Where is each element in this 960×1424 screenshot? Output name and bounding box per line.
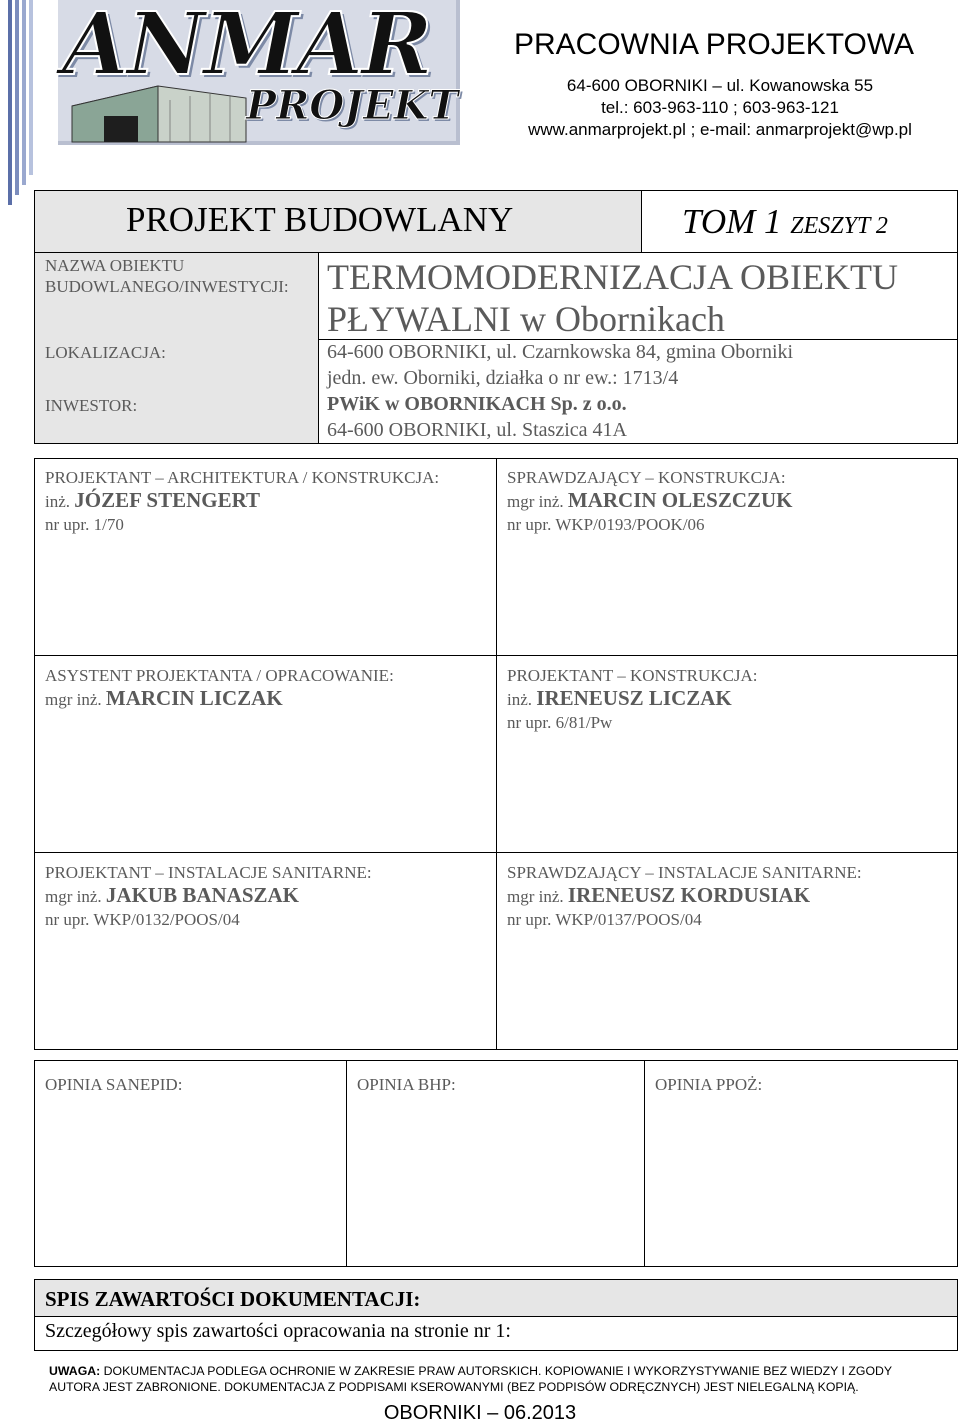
person-name: MARCIN OLESZCZUK	[567, 488, 793, 512]
divider	[35, 252, 957, 253]
location-line1: 64-600 OBORNIKI, ul. Czarnkowska 84, gmina Oborniki	[327, 341, 794, 363]
divider	[318, 252, 319, 443]
contents-text: Szczegółowy spis zawartości opracowania na stronie nr 1:	[45, 1320, 511, 1342]
logo-sub: PROJEKT	[246, 82, 459, 129]
person-license: nr upr. 6/81/Pw	[507, 713, 613, 732]
location-label: LOKALIZACJA:	[45, 343, 166, 362]
person-title-line	[507, 884, 862, 908]
divider	[346, 1061, 347, 1266]
person-role: SPRAWDZAJĄCY – KONSTRUKCJA:	[507, 468, 786, 487]
opinion-bhp: OPINIA BHP:	[357, 1075, 456, 1094]
notice-line2: AUTORA JEST ZABRONIONE. DOKUMENTACJA Z PODPISAMI KSEROWANYMI (BEZ PODPISÓW ODRĘCZNYCH) JEST NIELEGALNĄ KOPIĄ.	[49, 1380, 859, 1394]
contents-title: SPIS ZAWARTOŚCI DOKUMENTACJI:	[45, 1287, 421, 1311]
person-title: mgr inż.	[45, 887, 102, 906]
divider	[644, 1061, 645, 1266]
divider	[641, 191, 642, 252]
person-license: nr upr. WKP/0132/POOS/04	[45, 910, 240, 929]
person-title: mgr inż.	[507, 492, 564, 511]
person-license: nr upr. WKP/0193/POOK/06	[507, 515, 705, 534]
project-type: PROJEKT BUDOWLANY	[126, 200, 514, 239]
person-title: mgr inż.	[507, 887, 564, 906]
person-cell-checker-structure	[507, 466, 793, 536]
logo-brand: ANMAR	[62, 0, 431, 95]
divider	[35, 852, 957, 853]
person-title: inż.	[507, 690, 533, 709]
person-title-line	[507, 687, 758, 711]
object-name-line2: PŁYWALNI w Obornikach	[327, 299, 725, 339]
person-cell-structure	[507, 664, 758, 734]
notice-label: UWAGA:	[49, 1364, 101, 1378]
object-label-line2: BUDOWLANEGO/INWESTYCJI:	[45, 277, 289, 296]
person-name: IRENEUSZ KORDUSIAK	[567, 883, 811, 907]
person-title: mgr inż.	[45, 690, 102, 709]
copyright-notice	[49, 1363, 892, 1395]
person-name: MARCIN LICZAK	[105, 686, 283, 710]
person-role: PROJEKTANT – INSTALACJE SANITARNE:	[45, 863, 372, 882]
person-cell-architect	[45, 466, 439, 536]
person-title-line	[507, 489, 793, 513]
investor-label: INWESTOR:	[45, 396, 138, 415]
divider	[496, 459, 497, 1049]
person-cell-sanitary	[45, 861, 372, 931]
person-title-line	[45, 884, 372, 908]
opinion-sanepid: OPINIA SANEPID:	[45, 1075, 183, 1094]
person-title: inż.	[45, 492, 71, 511]
studio-title: PRACOWNIA PROJEKTOWA	[514, 28, 915, 61]
divider	[35, 655, 957, 656]
person-role: SPRAWDZAJĄCY – INSTALACJE SANITARNE:	[507, 863, 862, 882]
person-name: IRENEUSZ LICZAK	[536, 686, 732, 710]
studio-address: 64-600 OBORNIKI – ul. Kowanowska 55	[566, 76, 874, 95]
footer-place-date: OBORNIKI – 06.2013	[383, 1402, 577, 1424]
location-line2: jedn. ew. Oborniki, działka o nr ew.: 1713/4	[327, 367, 679, 389]
person-cell-assistant	[45, 664, 394, 711]
logo-stripes-icon	[8, 0, 38, 205]
person-name: JAKUB BANASZAK	[105, 883, 300, 907]
investor-address: 64-600 OBORNIKI, ul. Staszica 41A	[327, 419, 627, 441]
notice-text1: DOKUMENTACJA PODLEGA OCHRONIE W ZAKRESIE PRAW AUTORSKICH. KOPIOWANIE I WYKORZYSTYWANIE BEZ WIEDZY I ZGODY	[100, 1364, 893, 1378]
object-label-line1: NAZWA OBIEKTU	[45, 256, 185, 275]
tom-label: TOM 1 ZESZYT 2	[682, 202, 888, 241]
person-role: PROJEKTANT – KONSTRUKCJA:	[507, 666, 758, 685]
person-title-line	[45, 687, 394, 711]
person-license: nr upr. WKP/0137/POOS/04	[507, 910, 702, 929]
investor-name: PWiK w OBORNIKACH Sp. z o.o.	[327, 393, 627, 415]
person-name: JÓZEF STENGERT	[74, 488, 261, 512]
notice-line1	[49, 1363, 892, 1379]
studio-phone: tel.: 603-963-110 ; 603-963-121	[601, 98, 839, 117]
person-role: PROJEKTANT – ARCHITEKTURA / KONSTRUKCJA:	[45, 468, 440, 487]
studio-web: www.anmarprojekt.pl ; e-mail: anmarprojekt@wp.pl	[528, 120, 912, 139]
person-title-line	[45, 489, 439, 513]
person-cell-checker-sanitary	[507, 861, 862, 931]
person-role: ASYSTENT PROJEKTANTA / OPRACOWANIE:	[45, 666, 394, 685]
opinion-ppoz: OPINIA PPOŻ:	[655, 1075, 763, 1094]
divider	[35, 1316, 957, 1317]
person-license: nr upr. 1/70	[45, 515, 124, 534]
object-name-line1: TERMOMODERNIZACJA OBIEKTU	[327, 257, 898, 297]
